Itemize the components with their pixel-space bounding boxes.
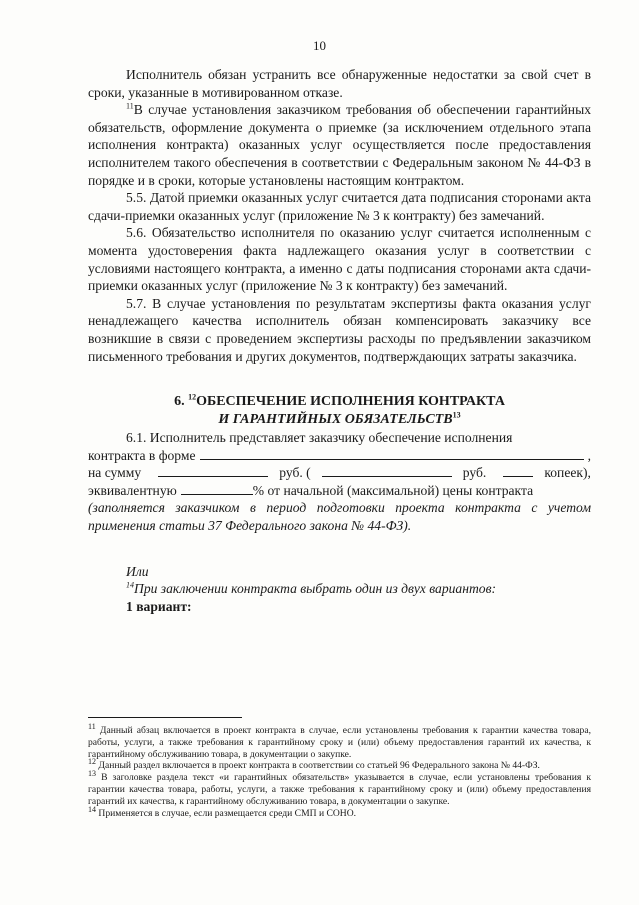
footnote-12-text: Данный раздел включается в проект контракта в соответствии со статьей 96 Федерального закона № 44-ФЗ.	[98, 760, 540, 772]
amount-blank-field[interactable]	[158, 464, 268, 477]
clause-6-1-line2	[88, 447, 591, 465]
footnote-ref-12: 12	[188, 392, 197, 402]
or-label: Или	[126, 563, 149, 579]
footnote-13-text: В заголовке раздела текст «и гарантийных обязательств» указывается в случае, если установлены требования к гарантии качества товара, работы, услуги, а также требования к гарантийному сроку и (или) объему предоставления гарантий их качества, к гарантийному обслуживанию товара, в документации о закупке.	[88, 772, 591, 807]
footnote-11	[88, 721, 591, 760]
rub-label-2: руб.	[462, 465, 487, 481]
footnote-11-text: Данный абзац включается в проект контракта в случае, если установлены требования к гарантии качества товара, работы, услуги, а также требования к гарантийному сроку и (или) объему предоставления гарантий их качества, к гарантийному обслуживанию товара, в документации о закупке.	[88, 725, 591, 760]
amount-label: на сумму	[88, 465, 142, 481]
paragraph-5-7: 5.7. В случае установления по результатам экспертизы факта оказания услуг ненадлежащего качества исполнитель обязан компенсировать заказчику все возникшие в связи с проведением экспертизы расходы по предъявлении заказчиком письменного требования и других документов, подтверждающих затраты заказчика.	[88, 295, 591, 364]
footnote-ref-13: 13	[452, 410, 461, 420]
form-blank-field[interactable]	[200, 447, 584, 460]
section-number: 6.	[174, 394, 185, 410]
footnote-12-number: 12	[88, 757, 96, 767]
footnote-11-number: 11	[88, 721, 96, 731]
page-number: 10	[313, 38, 326, 53]
amount-words-blank-field[interactable]	[322, 464, 452, 477]
clause-form-label: контракта в форме	[88, 447, 196, 463]
rub-label: руб. (	[279, 465, 311, 481]
footnote-14	[88, 804, 591, 820]
paragraph-guarantee	[88, 101, 591, 189]
section-title-line1: ОБЕСПЕЧЕНИЕ ИСПОЛНЕНИЯ КОНТРАКТА	[196, 394, 505, 410]
footnote-13	[88, 769, 591, 807]
section-title	[88, 393, 591, 411]
variant-1-label: 1 вариант:	[126, 598, 192, 614]
paragraph-5-5: 5.5. Датой приемки оказанных услуг считается дата подписания сторонами акта сдачи-приемки оказанных услуг (приложение № 3 к контракту) без замечаний.	[88, 190, 591, 223]
footnote-ref-11: 11	[126, 101, 134, 111]
section-subtitle	[88, 411, 591, 429]
footnote-13-number: 13	[88, 769, 96, 778]
paragraph-5-6: 5.6. Обязательство исполнителя по оказанию услуг считается исполненным с момента удостоверения факта надлежащего оказания услуг в соответствии с условиями настоящего контракта, а именно с даты подписания сторонами акта сдачи-приемки оказанных услуг (приложение № 3 к контракту) без замечаний.	[88, 225, 591, 294]
paragraph-defects: Исполнитель обязан устранить все обнаруженные недостатки за свой счет в сроки, указанные в мотивированном отказе.	[88, 67, 591, 100]
paragraph-guarantee-text: В случае установления заказчиком требования об обеспечении гарантийных обязательств, оформление документа о приемке (за исключением отдельного этапа исполнения контракта) оказанных услуг осуществляется после предоставления исполнителем такого обеспечения в соответствии с Федеральным законом № 44-ФЗ в порядке и в сроки, которые установлены настоящим контрактом.	[88, 102, 591, 188]
footnote-14-number: 14	[88, 804, 96, 814]
footnote-ref-14: 14	[126, 580, 134, 590]
percent-blank-field[interactable]	[181, 482, 253, 495]
clause-6-1-line3	[88, 464, 591, 482]
kopeks-label: копеек),	[544, 465, 591, 481]
clause-6-1-line1: 6.1. Исполнитель представляет заказчику обеспечение исполнения	[126, 430, 513, 446]
section-title-line2: И ГАРАНТИЙНЫХ ОБЯЗАТЕЛЬСТВ	[218, 412, 453, 428]
clause-6-1-note: (заполняется заказчиком в период подготовки проекта контракта с учетом применения статьи 37 Федерального закона № 44-ФЗ).	[88, 500, 591, 534]
choose-variant-label: При заключении контракта выбрать один из двух вариантов:	[134, 581, 496, 597]
clause-comma: ,	[587, 447, 591, 463]
kopeks-blank-field[interactable]	[503, 464, 533, 477]
choose-variant-text	[88, 580, 591, 598]
clause-6-1-line4	[88, 482, 591, 500]
percent-text: % от начальной (максимальной) цены контракта	[252, 482, 534, 498]
footnote-12	[88, 757, 591, 772]
document-body	[88, 66, 591, 615]
equivalent-label: эквивалентную	[88, 482, 177, 498]
footnote-separator	[88, 717, 242, 718]
footnote-14-text: Применяется в случае, если размещается среди СМП и СОНО.	[98, 807, 357, 819]
footnotes	[88, 721, 591, 819]
